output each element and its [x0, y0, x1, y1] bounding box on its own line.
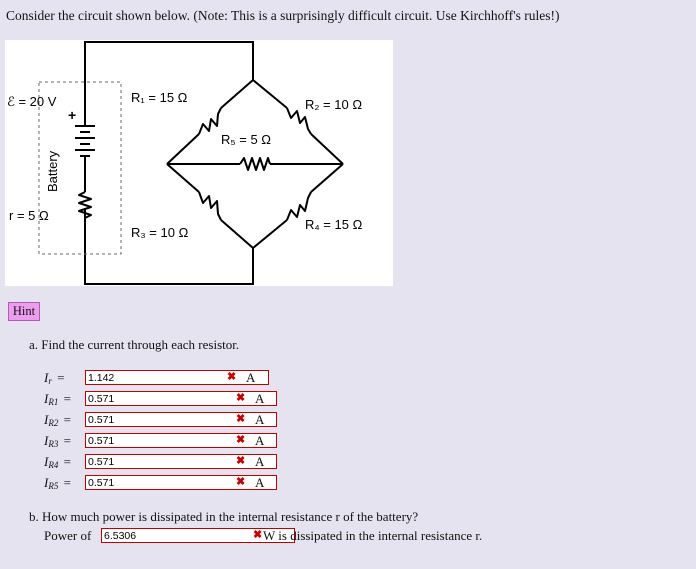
current-symbol: I	[44, 475, 49, 490]
wire-r4-right	[311, 164, 343, 192]
wire-r2-right	[311, 134, 343, 164]
incorrect-icon: ✖	[236, 476, 246, 488]
hint-button[interactable]: Hint	[8, 302, 40, 321]
resistor-r4	[287, 192, 311, 220]
internal-resistance-label: r = 5 Ω	[9, 208, 49, 223]
current-symbol: I	[44, 370, 49, 385]
equals-sign: =	[63, 412, 71, 427]
current-input-r3[interactable]	[85, 433, 277, 448]
incorrect-icon: ✖	[253, 529, 263, 541]
incorrect-icon: ✖	[236, 392, 246, 404]
unit-label: A	[255, 433, 265, 448]
current-input-r1[interactable]	[85, 391, 277, 406]
wire-bottom	[85, 208, 253, 284]
incorrect-icon: ✖	[236, 434, 246, 446]
power-prefix: Power of	[44, 528, 92, 543]
equals-sign: =	[63, 391, 71, 406]
r4-label: R₄ = 15 Ω	[305, 217, 363, 232]
current-subscript: R5	[48, 481, 59, 491]
question-a: a. Find the current through each resistor.	[29, 337, 240, 352]
wire-r2-left	[253, 80, 287, 108]
equals-sign: =	[57, 370, 65, 385]
plus-sign: +	[68, 107, 77, 123]
current-subscript: R3	[48, 439, 59, 449]
r2-label: R₂ = 10 Ω	[305, 97, 363, 112]
equals-sign: =	[63, 454, 71, 469]
current-input-r[interactable]	[85, 370, 269, 385]
equals-sign: =	[63, 433, 71, 448]
current-subscript: R1	[48, 397, 59, 407]
r5-label: R₅ = 5 Ω	[221, 132, 272, 147]
current-subscript: R4	[48, 460, 59, 470]
unit-label: A	[255, 391, 265, 406]
current-symbol: I	[44, 454, 49, 469]
resistor-r3	[199, 192, 221, 220]
power-suffix: W is dissipated in the internal resistance r.	[263, 528, 483, 543]
current-input-r2[interactable]	[85, 412, 277, 427]
unit-label: A	[246, 370, 256, 385]
circuit-diagram	[5, 40, 393, 286]
wire-r1-right	[221, 80, 253, 108]
unit-label: A	[255, 454, 265, 469]
current-input-r5[interactable]	[85, 475, 277, 490]
incorrect-icon: ✖	[236, 413, 246, 425]
emf-label: ℰ = 20 V	[7, 94, 57, 109]
current-symbol: I	[44, 412, 49, 427]
r1-label: R₁ = 15 Ω	[131, 90, 188, 105]
wire-r4-left	[253, 220, 287, 248]
current-symbol: I	[44, 433, 49, 448]
problem-intro: Consider the circuit shown below. (Note: This is a surprisingly difficult circuit. Use Kirchhoff's rules!)	[6, 8, 560, 23]
incorrect-icon: ✖	[236, 455, 246, 467]
battery-label: Battery	[45, 150, 60, 192]
equals-sign: =	[63, 475, 71, 490]
current-input-r4[interactable]	[85, 454, 277, 469]
wire-r1-left	[167, 134, 199, 164]
resistor-r1	[199, 108, 221, 134]
incorrect-icon: ✖	[227, 371, 237, 383]
r3-label: R₃ = 10 Ω	[131, 225, 189, 240]
unit-label: A	[255, 475, 265, 490]
wire-r3-left	[167, 164, 199, 192]
unit-label: A	[255, 412, 265, 427]
current-subscript: R2	[48, 418, 59, 428]
wire-r3-right	[221, 220, 253, 248]
resistor-r5	[240, 158, 270, 170]
current-symbol: I	[44, 391, 49, 406]
question-b: b. How much power is dissipated in the internal resistance r of the battery?	[29, 509, 419, 524]
current-subscript: r	[48, 376, 52, 386]
